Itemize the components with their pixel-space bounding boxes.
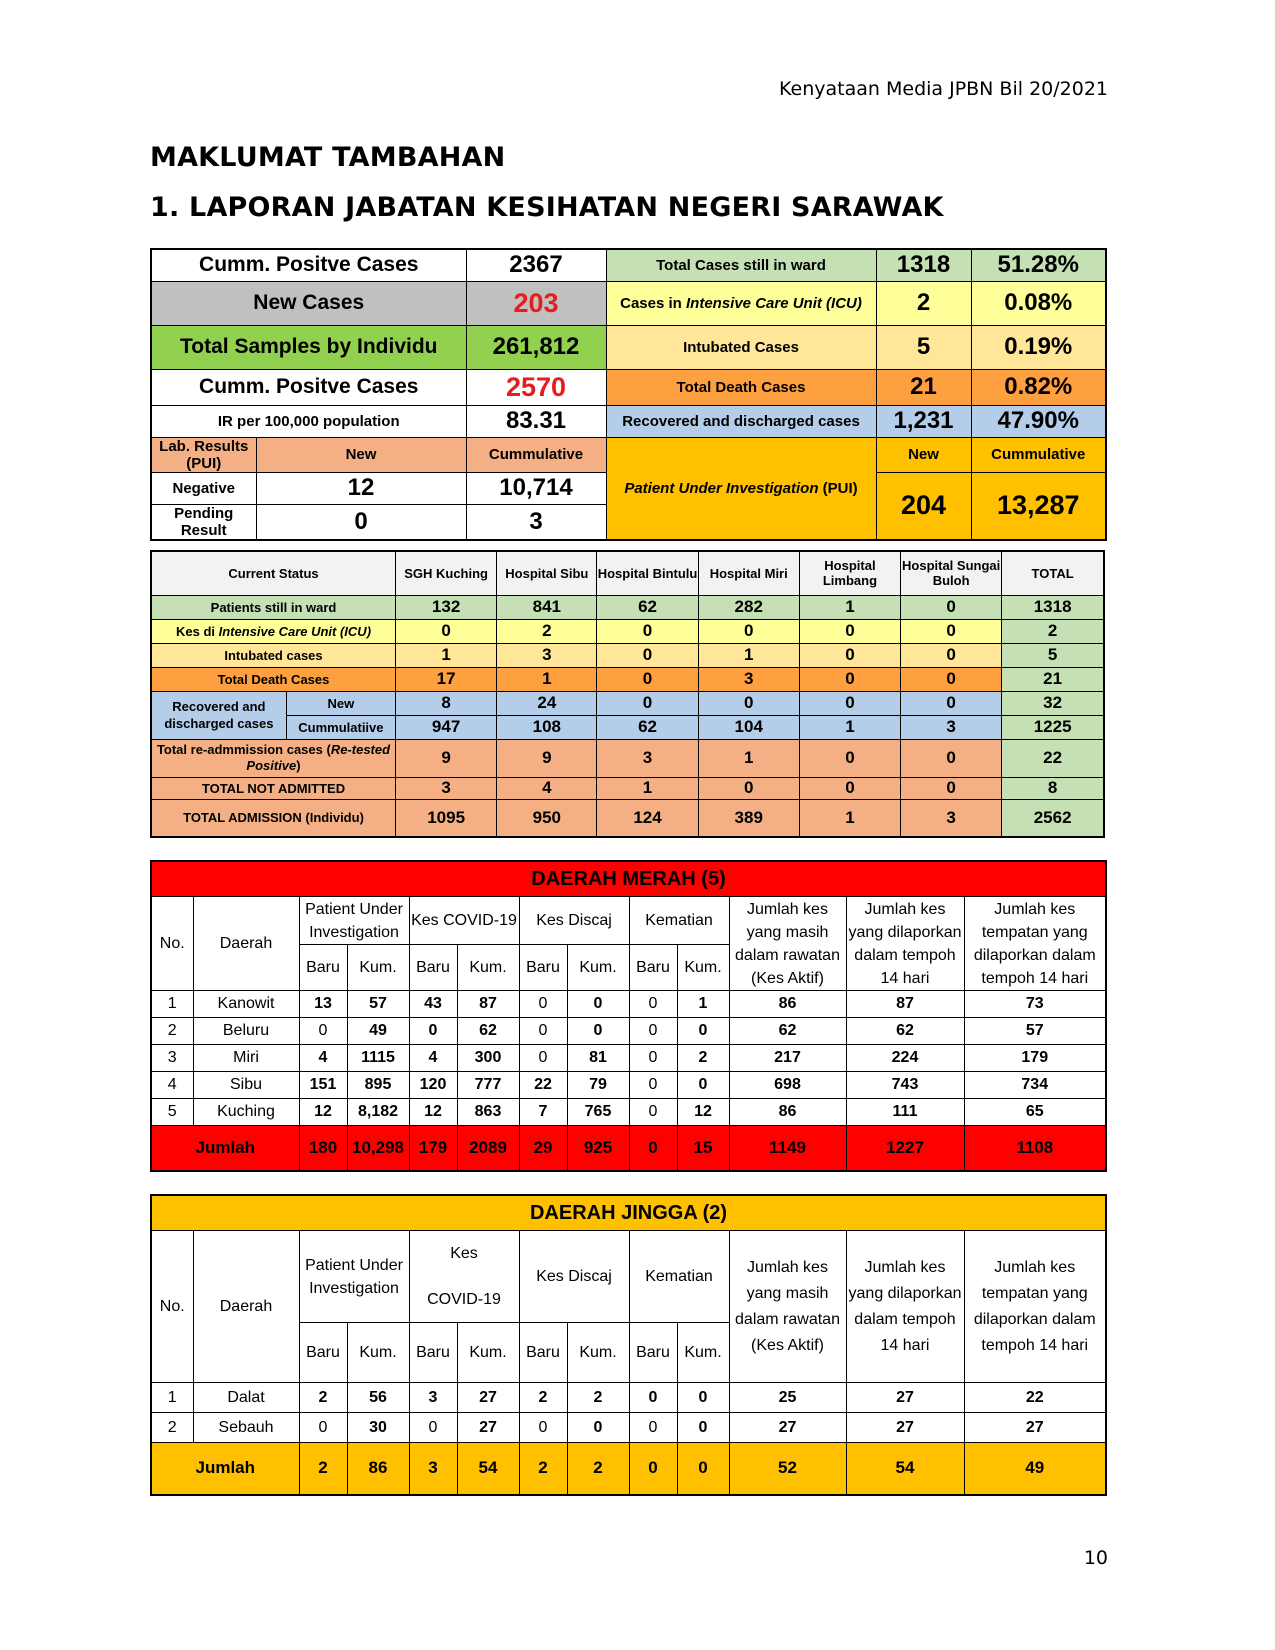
- status-cell: 0: [799, 619, 900, 643]
- cell-daerah: Kuching: [193, 1099, 299, 1126]
- cell: 895: [347, 1072, 409, 1099]
- cell: 0: [629, 991, 677, 1018]
- status-cell: 0: [901, 643, 1002, 667]
- cell: 2: [567, 1383, 629, 1413]
- status-cell: 3: [901, 715, 1002, 739]
- daerah-jingga-table: [150, 1194, 1107, 1496]
- ward-pct: 51.28%: [971, 249, 1106, 281]
- total-cell: 54: [846, 1443, 964, 1495]
- status-row-label: TOTAL ADMISSION (Individu): [151, 799, 396, 837]
- header-kes-aktif: Jumlah kes yang masih dalam rawatan (Kes Aktif): [729, 1231, 846, 1383]
- status-total: 1225: [1002, 715, 1104, 739]
- cell: 0: [299, 1018, 347, 1045]
- cell: 62: [729, 1018, 846, 1045]
- pui-new-header: New: [876, 437, 971, 472]
- ward-value: 1318: [876, 249, 971, 281]
- cell: 120: [409, 1072, 457, 1099]
- status-header-2: Hospital Sibu: [497, 551, 597, 595]
- status-row-label: Kes di Intensive Care Unit (ICU): [151, 619, 396, 643]
- header-baru: Baru: [409, 945, 457, 991]
- status-cell: 0: [698, 619, 799, 643]
- status-cell: 2: [497, 619, 597, 643]
- total-cell: 86: [347, 1443, 409, 1495]
- cell: 27: [964, 1413, 1106, 1443]
- status-cell: 0: [597, 691, 698, 715]
- total-cell: 52: [729, 1443, 846, 1495]
- total-cell: 1108: [964, 1126, 1106, 1171]
- cell: 30: [347, 1413, 409, 1443]
- status-header-7: TOTAL: [1002, 551, 1104, 595]
- header-kum: Kum.: [567, 1323, 629, 1383]
- table-row: [151, 1099, 1106, 1126]
- cell: 0: [519, 1413, 567, 1443]
- death-label: Total Death Cases: [606, 369, 876, 405]
- cell: 111: [846, 1099, 964, 1126]
- status-cell: 0: [901, 739, 1002, 777]
- cell: 0: [299, 1413, 347, 1443]
- daerah-merah-title: DAERAH MERAH (5): [151, 861, 1106, 897]
- status-row-readmission: [151, 739, 1104, 777]
- status-cell: 950: [497, 799, 597, 837]
- cell: 27: [457, 1413, 519, 1443]
- header-kum: Kum.: [347, 1323, 409, 1383]
- header-baru: Baru: [629, 1323, 677, 1383]
- status-cell: 0: [799, 777, 900, 799]
- header-kes-covid: Kes COVID-19: [409, 897, 519, 945]
- cell: 765: [567, 1099, 629, 1126]
- total-cell: 0: [629, 1126, 677, 1171]
- cell: 1115: [347, 1045, 409, 1072]
- status-header-6: Hospital Sungai Buloh: [901, 551, 1002, 595]
- status-cell: 9: [497, 739, 597, 777]
- total-cell: 179: [409, 1126, 457, 1171]
- total-label: Jumlah: [151, 1443, 299, 1495]
- cell: 3: [409, 1383, 457, 1413]
- status-cell: 132: [396, 595, 497, 619]
- cell: 12: [299, 1099, 347, 1126]
- cell: 0: [629, 1099, 677, 1126]
- cell: 81: [567, 1045, 629, 1072]
- status-cell: 62: [597, 595, 698, 619]
- total-cell: 0: [677, 1443, 729, 1495]
- header-pui: Patient Under Investigation: [299, 897, 409, 945]
- cell-no: 3: [151, 1045, 193, 1072]
- ward-label: Total Cases still in ward: [606, 249, 876, 281]
- status-cell: 0: [901, 777, 1002, 799]
- pending-cumm: 3: [466, 504, 606, 540]
- cell: 13: [299, 991, 347, 1018]
- status-total: 32: [1002, 691, 1104, 715]
- status-cell: 0: [901, 595, 1002, 619]
- cell: 43: [409, 991, 457, 1018]
- cell: 2: [299, 1383, 347, 1413]
- status-cell: 1: [497, 667, 597, 691]
- status-cell: 841: [497, 595, 597, 619]
- negative-new: 12: [256, 472, 466, 504]
- status-cell: 0: [799, 667, 900, 691]
- cell: 743: [846, 1072, 964, 1099]
- cell: 86: [729, 991, 846, 1018]
- header-kum: Kum.: [457, 1323, 519, 1383]
- cell: 217: [729, 1045, 846, 1072]
- status-cell: 0: [901, 667, 1002, 691]
- header-kes-tempatan: Jumlah kes tempatan yang dilaporkan dalam tempoh 14 hari: [964, 1231, 1106, 1383]
- header-kes-tempatan: Jumlah kes tempatan yang dilaporkan dalam tempoh 14 hari: [964, 897, 1106, 991]
- ir-label: IR per 100,000 population: [151, 405, 466, 437]
- new-cases-label: New Cases: [151, 281, 466, 325]
- cell: 0: [567, 991, 629, 1018]
- header-no: No.: [151, 1231, 193, 1383]
- lab-new-header: New: [256, 437, 466, 472]
- cell: 65: [964, 1099, 1106, 1126]
- pui-label: Patient Under Investigation (PUI): [606, 437, 876, 540]
- status-row-recovered-new: [151, 691, 1104, 715]
- daerah-jingga-title: DAERAH JINGGA (2): [151, 1195, 1106, 1231]
- status-cell: 4: [497, 777, 597, 799]
- icu-pct: 0.08%: [971, 281, 1106, 325]
- status-row-icu: [151, 619, 1104, 643]
- status-row-label: Recovered and discharged cases: [151, 691, 286, 739]
- table-row: [151, 1383, 1106, 1413]
- status-row-death: [151, 667, 1104, 691]
- header-kum: Kum.: [677, 1323, 729, 1383]
- status-cell: 0: [799, 739, 900, 777]
- cell-daerah: Beluru: [193, 1018, 299, 1045]
- cell-no: 2: [151, 1018, 193, 1045]
- cell-daerah: Sibu: [193, 1072, 299, 1099]
- cell: 62: [457, 1018, 519, 1045]
- status-total: 8: [1002, 777, 1104, 799]
- header-baru: Baru: [409, 1323, 457, 1383]
- total-cell: 1227: [846, 1126, 964, 1171]
- summary-table: [150, 248, 1107, 541]
- status-row-label: Patients still in ward: [151, 595, 396, 619]
- heading-laporan: 1. LAPORAN JABATAN KESIHATAN NEGERI SARAWAK: [150, 192, 944, 223]
- cell: 4: [299, 1045, 347, 1072]
- header-kes-covid: Kes COVID-19: [409, 1231, 519, 1323]
- cell-no: 5: [151, 1099, 193, 1126]
- cell: 0: [629, 1072, 677, 1099]
- status-row-label: Total Death Cases: [151, 667, 396, 691]
- lab-cumm-header: Cummulative: [466, 437, 606, 472]
- status-row-admission: [151, 799, 1104, 837]
- header-pui: Patient Under Investigation: [299, 1231, 409, 1323]
- status-total: 21: [1002, 667, 1104, 691]
- status-header-1: SGH Kuching: [396, 551, 497, 595]
- negative-cumm: 10,714: [466, 472, 606, 504]
- status-cell: 17: [396, 667, 497, 691]
- header-kes-14-hari: Jumlah kes yang dilaporkan dalam tempoh 14 hari: [846, 1231, 964, 1383]
- status-header-0: Current Status: [151, 551, 396, 595]
- cell: 0: [409, 1018, 457, 1045]
- status-total: 2: [1002, 619, 1104, 643]
- cell: 56: [347, 1383, 409, 1413]
- total-label: Jumlah: [151, 1126, 299, 1171]
- total-cell: 925: [567, 1126, 629, 1171]
- cell: 0: [629, 1045, 677, 1072]
- hospital-status-table: [150, 550, 1105, 838]
- header-kes-aktif: Jumlah kes yang masih dalam rawatan (Kes Aktif): [729, 897, 846, 991]
- heading-maklumat: MAKLUMAT TAMBAHAN: [150, 142, 506, 173]
- status-cell: 62: [597, 715, 698, 739]
- cell: 0: [677, 1383, 729, 1413]
- cell: 1: [677, 991, 729, 1018]
- cell: 86: [729, 1099, 846, 1126]
- cell: 224: [846, 1045, 964, 1072]
- samples-value: 261,812: [466, 325, 606, 369]
- status-header-5: Hospital Limbang: [799, 551, 900, 595]
- status-total: 22: [1002, 739, 1104, 777]
- cell: 87: [457, 991, 519, 1018]
- recovered-label: Recovered and discharged cases: [606, 405, 876, 437]
- status-cell: 282: [698, 595, 799, 619]
- status-cell: 124: [597, 799, 698, 837]
- status-cell: 3: [597, 739, 698, 777]
- recovered-pct: 47.90%: [971, 405, 1106, 437]
- cell: 22: [964, 1383, 1106, 1413]
- status-cell: 1: [698, 739, 799, 777]
- cell: 0: [519, 1018, 567, 1045]
- status-cell: 0: [901, 619, 1002, 643]
- status-cell: 0: [597, 619, 698, 643]
- cell-no: 1: [151, 1383, 193, 1413]
- status-total: 2562: [1002, 799, 1104, 837]
- cell-daerah: Dalat: [193, 1383, 299, 1413]
- status-cell: 24: [497, 691, 597, 715]
- intubated-pct: 0.19%: [971, 325, 1106, 369]
- cell: 27: [729, 1413, 846, 1443]
- total-cell: 10,298: [347, 1126, 409, 1171]
- total-cell: 2: [519, 1443, 567, 1495]
- cell: 12: [409, 1099, 457, 1126]
- status-cell: 0: [698, 691, 799, 715]
- cell: 0: [677, 1018, 729, 1045]
- cell: 777: [457, 1072, 519, 1099]
- cumm-positive-value: 2367: [466, 249, 606, 281]
- status-cell: 1: [799, 799, 900, 837]
- pui-cumm-value: 13,287: [971, 472, 1106, 540]
- cumm-positive-label: Cumm. Positve Cases: [151, 249, 466, 281]
- cell: 27: [846, 1413, 964, 1443]
- header-baru: Baru: [519, 1323, 567, 1383]
- status-cell: 0: [799, 691, 900, 715]
- total-cell: 49: [964, 1443, 1106, 1495]
- cell: 0: [519, 991, 567, 1018]
- status-cell: 0: [698, 777, 799, 799]
- header-kes-14-hari: Jumlah kes yang dilaporkan dalam tempoh 14 hari: [846, 897, 964, 991]
- header-baru: Baru: [299, 1323, 347, 1383]
- total-cell: 180: [299, 1126, 347, 1171]
- samples-label: Total Samples by Individu: [151, 325, 466, 369]
- status-subrow-label: Cummulatiive: [286, 715, 395, 739]
- cell: 79: [567, 1072, 629, 1099]
- cell: 0: [567, 1018, 629, 1045]
- status-row-label: TOTAL NOT ADMITTED: [151, 777, 396, 799]
- header-no: No.: [151, 897, 193, 991]
- status-cell: 104: [698, 715, 799, 739]
- total-cell: 2: [567, 1443, 629, 1495]
- header-kematian: Kematian: [629, 897, 729, 945]
- status-cell: 0: [396, 619, 497, 643]
- daerah-merah-table: [150, 860, 1107, 1172]
- cell: 0: [677, 1413, 729, 1443]
- header-kes-discaj: Kes Discaj: [519, 1231, 629, 1323]
- status-header-4: Hospital Miri: [698, 551, 799, 595]
- status-cell: 0: [597, 643, 698, 667]
- total-cell: 3: [409, 1443, 457, 1495]
- status-cell: 1: [799, 715, 900, 739]
- pending-new: 0: [256, 504, 466, 540]
- cell: 25: [729, 1383, 846, 1413]
- status-row-label: Total re-admmission cases (Re-tested Positive): [151, 739, 396, 777]
- status-cell: 1: [396, 643, 497, 667]
- cell: 2: [519, 1383, 567, 1413]
- cell-no: 4: [151, 1072, 193, 1099]
- death-value: 21: [876, 369, 971, 405]
- status-subrow-label: New: [286, 691, 395, 715]
- header-kematian: Kematian: [629, 1231, 729, 1323]
- total-cell: 0: [629, 1443, 677, 1495]
- cell: 8,182: [347, 1099, 409, 1126]
- table-row: [151, 1072, 1106, 1099]
- cell: 57: [347, 991, 409, 1018]
- total-cell: 15: [677, 1126, 729, 1171]
- page-number: 10: [1083, 1547, 1108, 1569]
- cell: 62: [846, 1018, 964, 1045]
- status-row-not-admitted: [151, 777, 1104, 799]
- cell: 698: [729, 1072, 846, 1099]
- status-cell: 9: [396, 739, 497, 777]
- table-row: [151, 1045, 1106, 1072]
- status-row-recovered-cumm: [151, 715, 1104, 739]
- table-row: [151, 991, 1106, 1018]
- total-row: [151, 1126, 1106, 1171]
- cell: 300: [457, 1045, 519, 1072]
- status-cell: 3: [497, 643, 597, 667]
- header-kes-discaj: Kes Discaj: [519, 897, 629, 945]
- negative-label: Negative: [151, 472, 256, 504]
- cell: 12: [677, 1099, 729, 1126]
- status-header-3: Hospital Bintulu: [597, 551, 698, 595]
- intubated-value: 5: [876, 325, 971, 369]
- status-cell: 1: [597, 777, 698, 799]
- cell: 73: [964, 991, 1106, 1018]
- cell: 57: [964, 1018, 1106, 1045]
- status-cell: 0: [901, 691, 1002, 715]
- cell-daerah: Miri: [193, 1045, 299, 1072]
- cell: 0: [677, 1072, 729, 1099]
- cell: 27: [846, 1383, 964, 1413]
- total-cell: 29: [519, 1126, 567, 1171]
- status-cell: 947: [396, 715, 497, 739]
- cell-daerah: Kanowit: [193, 991, 299, 1018]
- cell: 0: [409, 1413, 457, 1443]
- icu-label: Cases in Intensive Care Unit (ICU): [606, 281, 876, 325]
- header-baru: Baru: [519, 945, 567, 991]
- header-kum: Kum.: [677, 945, 729, 991]
- cell-no: 1: [151, 991, 193, 1018]
- header-daerah: Daerah: [193, 897, 299, 991]
- cell: 2: [677, 1045, 729, 1072]
- cell: 27: [457, 1383, 519, 1413]
- pui-new-value: 204: [876, 472, 971, 540]
- header-baru: Baru: [629, 945, 677, 991]
- cell: 0: [519, 1045, 567, 1072]
- cell: 734: [964, 1072, 1106, 1099]
- status-cell: 0: [799, 643, 900, 667]
- death-pct: 0.82%: [971, 369, 1106, 405]
- status-total: 1318: [1002, 595, 1104, 619]
- cell: 7: [519, 1099, 567, 1126]
- total-row: [151, 1443, 1106, 1495]
- status-cell: 1095: [396, 799, 497, 837]
- cumm-positive-2-label: Cumm. Positve Cases: [151, 369, 466, 405]
- header-kum: Kum.: [567, 945, 629, 991]
- cell: 87: [846, 991, 964, 1018]
- cell-daerah: Sebauh: [193, 1413, 299, 1443]
- cell: 179: [964, 1045, 1106, 1072]
- cell: 49: [347, 1018, 409, 1045]
- intubated-label: Intubated Cases: [606, 325, 876, 369]
- total-cell: 1149: [729, 1126, 846, 1171]
- status-row-label: Intubated cases: [151, 643, 396, 667]
- status-cell: 3: [698, 667, 799, 691]
- cell: 0: [629, 1383, 677, 1413]
- status-cell: 1: [799, 595, 900, 619]
- cell: 0: [629, 1018, 677, 1045]
- status-row-ward: [151, 595, 1104, 619]
- table-row: [151, 1413, 1106, 1443]
- lab-results-label: Lab. Results (PUI): [151, 437, 256, 472]
- document-reference: Kenyataan Media JPBN Bil 20/2021: [779, 78, 1108, 100]
- recovered-value: 1,231: [876, 405, 971, 437]
- status-cell: 3: [901, 799, 1002, 837]
- new-cases-value: 203: [466, 281, 606, 325]
- pui-cumm-header: Cummulative: [971, 437, 1106, 472]
- status-cell: 108: [497, 715, 597, 739]
- cell: 4: [409, 1045, 457, 1072]
- cumm-positive-2-value: 2570: [466, 369, 606, 405]
- header-baru: Baru: [299, 945, 347, 991]
- header-kum: Kum.: [457, 945, 519, 991]
- cell: 0: [567, 1413, 629, 1443]
- table-row: [151, 1018, 1106, 1045]
- cell: 22: [519, 1072, 567, 1099]
- cell: 863: [457, 1099, 519, 1126]
- status-cell: 0: [597, 667, 698, 691]
- icu-value: 2: [876, 281, 971, 325]
- status-cell: 1: [698, 643, 799, 667]
- header-daerah: Daerah: [193, 1231, 299, 1383]
- status-cell: 3: [396, 777, 497, 799]
- total-cell: 54: [457, 1443, 519, 1495]
- cell-no: 2: [151, 1413, 193, 1443]
- status-cell: 8: [396, 691, 497, 715]
- header-kum: Kum.: [347, 945, 409, 991]
- cell: 0: [629, 1413, 677, 1443]
- total-cell: 2: [299, 1443, 347, 1495]
- cell: 151: [299, 1072, 347, 1099]
- status-cell: 389: [698, 799, 799, 837]
- total-cell: 2089: [457, 1126, 519, 1171]
- status-total: 5: [1002, 643, 1104, 667]
- ir-value: 83.31: [466, 405, 606, 437]
- status-row-intubated: [151, 643, 1104, 667]
- pending-label: Pending Result: [151, 504, 256, 540]
